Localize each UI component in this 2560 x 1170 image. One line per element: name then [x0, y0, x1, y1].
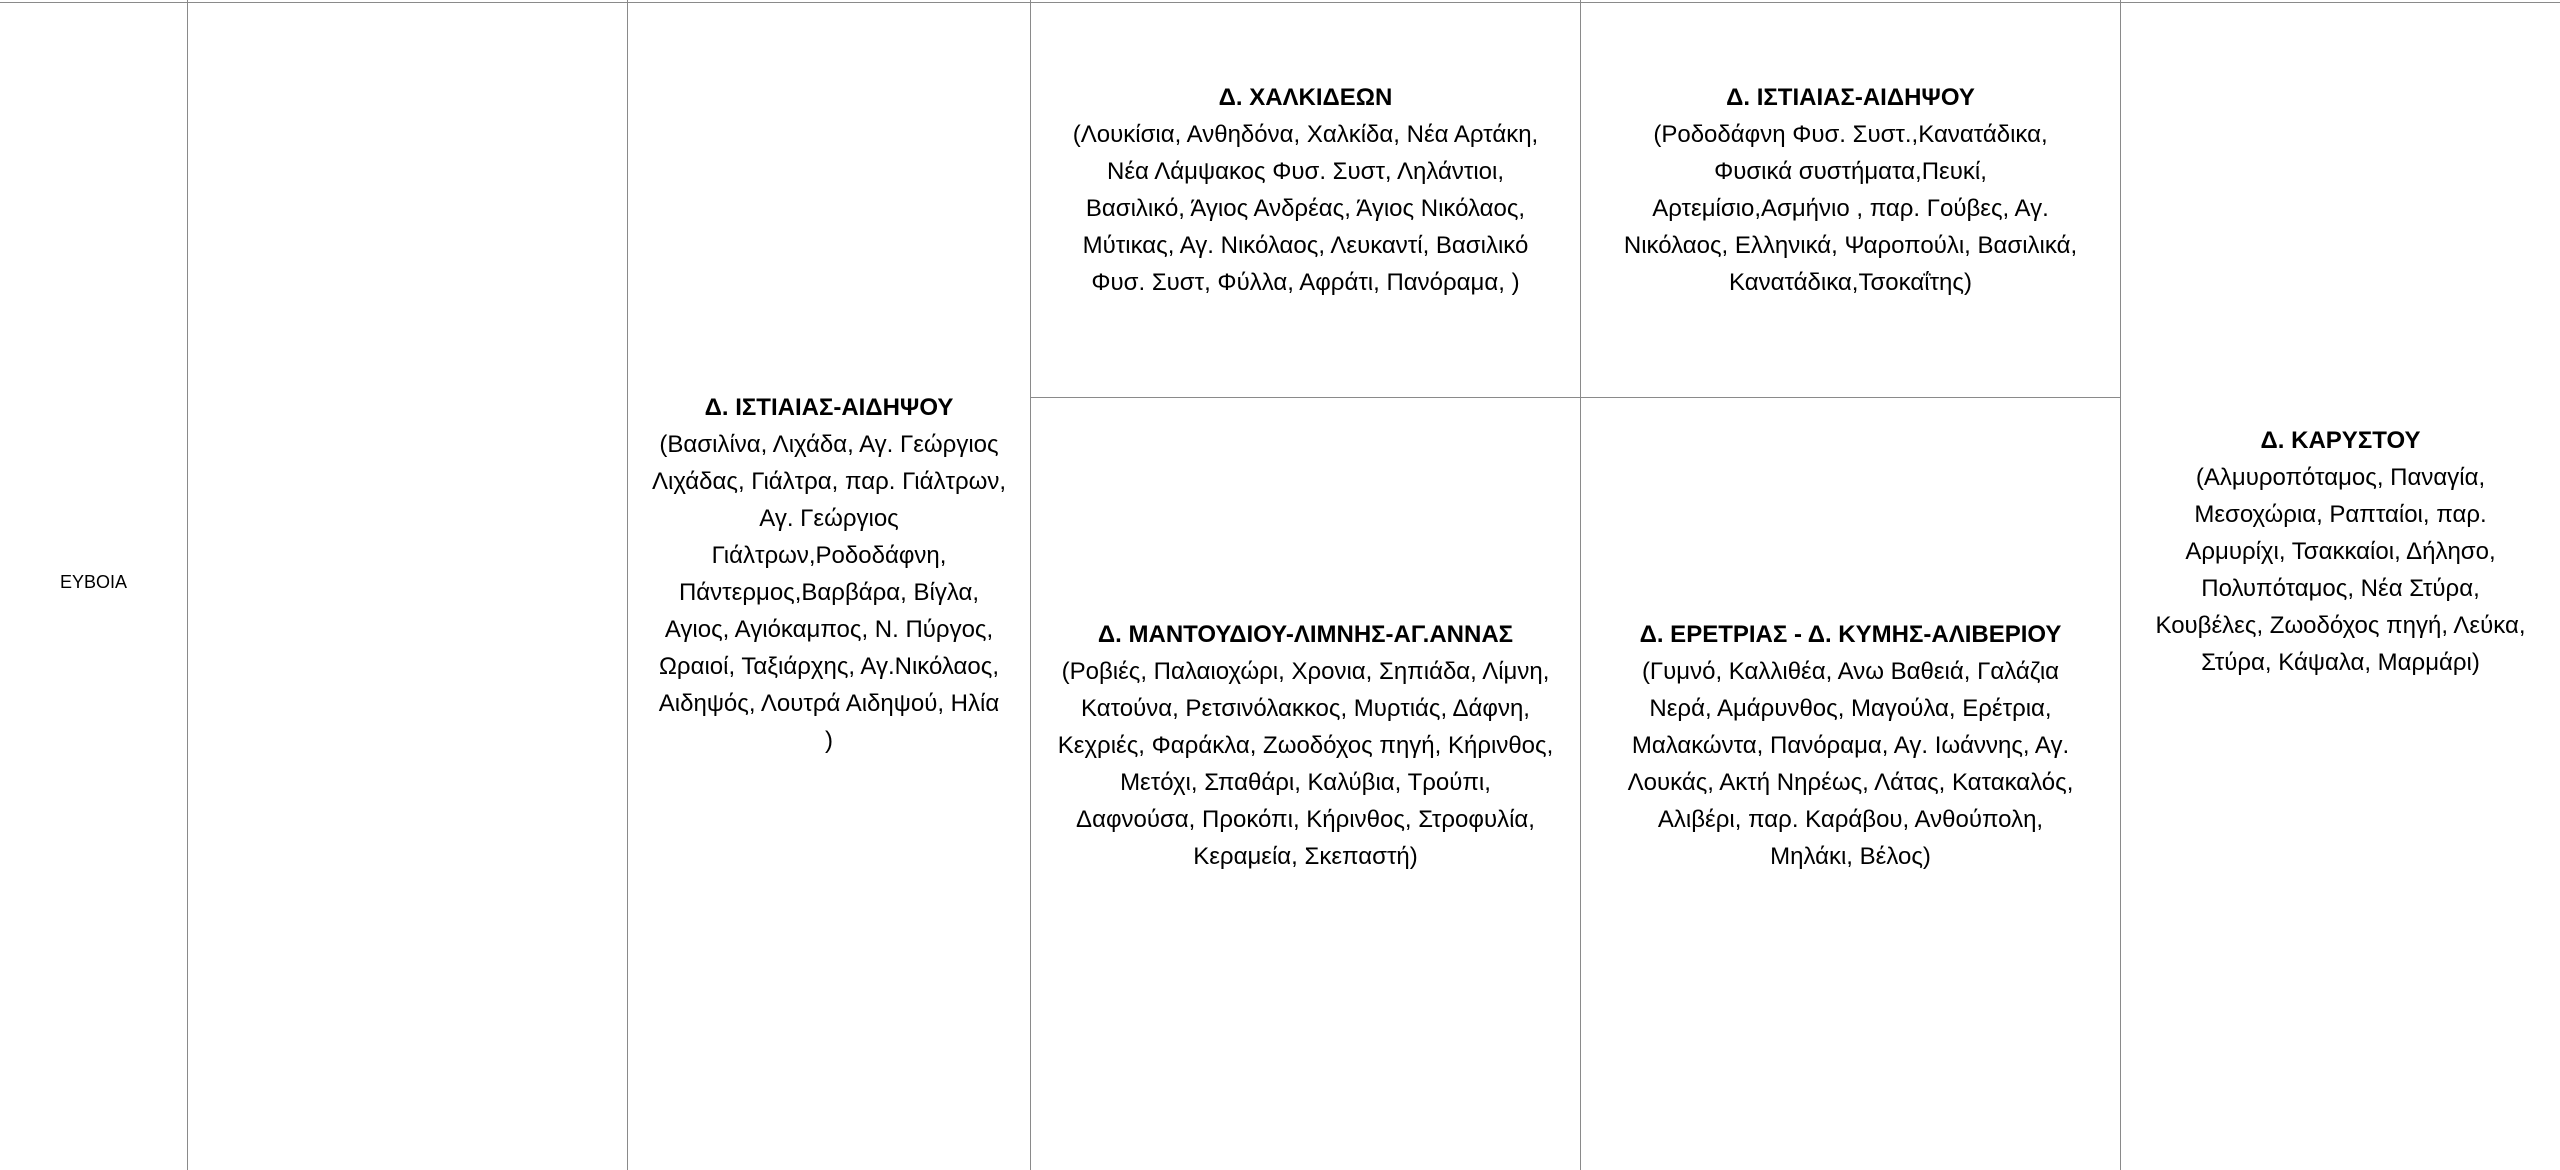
- cell-line: (Ροδοδάφνη Φυσ. Συστ.,Κανατάδικα,: [1653, 121, 2048, 148]
- cell-line: (Βασιλίνα, Λιχάδα, Αγ. Γεώργιος: [659, 431, 999, 458]
- cell-title: Δ. ΧΑΛΚΙΔΕΩΝ: [1218, 84, 1393, 111]
- cell-line: (Ροβιές, Παλαιοχώρι, Χρονια, Σηπιάδα, Λίμνη,: [1061, 657, 1550, 685]
- cell-line: Μετόχι, Σπαθάρι, Καλύβια, Τρούπι,: [1120, 768, 1491, 796]
- cell-line: (Λουκίσια, Ανθηδόνα, Χαλκίδα, Νέα Αρτάκη,: [1072, 121, 1539, 148]
- cell-line: Αγιος, Αγιόκαμπος, Ν. Πύργος,: [664, 616, 994, 643]
- istiaia-aidipsos-north-cell[interactable]: [1581, 3, 2120, 397]
- cell-line: Κεραμεία, Σκεπαστή): [1193, 842, 1418, 870]
- region-label: ΕΥΒΟΙΑ: [59, 571, 128, 592]
- cell-line: ): [825, 727, 833, 754]
- eretria-kymi-aliveri-cell[interactable]: [1581, 398, 2120, 1170]
- cell-line: Νικόλαος, Ελληνικά, Ψαροπούλι, Βασιλικά,: [1623, 232, 2078, 259]
- cell-line: Μύτικας, Αγ. Νικόλαος, Λευκαντί, Βασιλικό: [1082, 232, 1529, 259]
- cell-body: [1058, 653, 1554, 875]
- cell-body: [1628, 653, 2074, 875]
- cell-line: Πολυπόταμος, Νέα Στύρα,: [2201, 574, 2480, 602]
- cell-line: Λουκάς, Ακτή Νηρέως, Λάτας, Κατακαλός,: [1627, 768, 2074, 796]
- cell-line: Στύρα, Κάψαλα, Μαρμάρι): [2201, 648, 2480, 676]
- cell-title: Δ. ΚΑΡΥΣΤΟΥ: [2260, 426, 2421, 454]
- cell-line: Αγ. Γεώργιος: [759, 505, 899, 532]
- cell-line: Φυσικά συστήματα,Πευκί,: [1714, 158, 1987, 185]
- cell-line: Μηλάκι, Βέλος): [1770, 842, 1931, 870]
- cell-line: Γιάλτρων,Ροδοδάφνη,: [711, 542, 947, 569]
- cell-line: Ωραιοί, Ταξιάρχης, Αγ.Νικόλαος,: [658, 653, 999, 680]
- cell-line: Πάντερμος,Βαρβάρα, Βίγλα,: [678, 579, 980, 606]
- region-cell[interactable]: [0, 2, 187, 1170]
- cell-line: Φυσ. Συστ, Φύλλα, Αφράτι, Πανόραμα, ): [1091, 269, 1520, 296]
- mantoudi-limni-agia-anna-cell[interactable]: [1031, 398, 1580, 1170]
- cell-line: Βασιλικό, Άγιος Ανδρέας, Άγιος Νικόλαος,: [1085, 195, 1526, 222]
- cell-title: Δ. ΙΣΤΙΑΙΑΣ-ΑΙΔΗΨΟΥ: [704, 394, 954, 421]
- cell-line: Νερά, Αμάρυνθος, Μαγούλα, Ερέτρια,: [1649, 694, 2052, 722]
- cell-body: [1073, 116, 1538, 301]
- cell-line: Κεχριές, Φαράκλα, Ζωοδόχος πηγή, Κήρινθος,: [1057, 731, 1554, 759]
- cell-body: [2155, 459, 2525, 681]
- cell-title: Δ. ΙΣΤΙΑΙΑΣ-ΑΙΔΗΨΟΥ: [1726, 84, 1975, 111]
- cell-body: [1624, 116, 2077, 301]
- empty-cell[interactable]: [188, 2, 627, 1170]
- cell-title: Δ. ΕΡΕΤΡΙΑΣ - Δ. ΚΥΜΗΣ-ΑΛΙΒΕΡΙΟΥ: [1639, 620, 2062, 648]
- cell-line: Αρμυρίχι, Τσακκαίοι, Δήλησο,: [2185, 537, 2496, 565]
- cell-line: Μεσοχώρια, Ραπταίοι, παρ.: [2194, 500, 2487, 528]
- karystos-cell[interactable]: [2121, 2, 2560, 1170]
- cell-body: [652, 426, 1006, 759]
- cell-line: Μαλακώντα, Πανόραμα, Αγ. Ιωάννης, Αγ.: [1631, 731, 2070, 759]
- cell-line: Κουβέλες, Ζωοδόχος πηγή, Λεύκα,: [2155, 611, 2526, 639]
- cell-line: Αρτεμίσιο,Ασμήνιο , παρ. Γούβες, Αγ.: [1652, 195, 2049, 222]
- cell-line: (Γυμνό, Καλλιθέα, Ανω Βαθειά, Γαλάζια: [1641, 657, 2060, 685]
- cell-line: Νέα Λάμψακος Φυσ. Συστ, Ληλάντιοι,: [1107, 158, 1504, 185]
- cell-line: Κατούνα, Ρετσινόλακκος, Μυρτιάς, Δάφνη,: [1081, 694, 1530, 722]
- cell-line: Κανατάδικα,Τσοκαΐτης): [1729, 269, 1972, 296]
- cell-line: Λιχάδας, Γιάλτρα, παρ. Γιάλτρων,: [651, 468, 1007, 495]
- cell-line: (Αλμυροπόταμος, Παναγία,: [2195, 463, 2486, 491]
- cell-line: Αιδηψός, Λουτρά Αιδηψού, Ηλία: [658, 690, 1000, 717]
- cell-title: Δ. ΜΑΝΤΟΥΔΙΟΥ-ΛΙΜΝΗΣ-ΑΓ.ΑΝΝΑΣ: [1097, 620, 1514, 648]
- cell-line: Αλιβέρι, παρ. Καράβου, Ανθούπολη,: [1657, 805, 2044, 833]
- cell-line: Δαφνούσα, Προκόπι, Κήρινθος, Στροφυλία,: [1076, 805, 1535, 833]
- istiaia-aidipsos-cell[interactable]: [628, 2, 1030, 1170]
- chalkideon-cell[interactable]: [1031, 3, 1580, 397]
